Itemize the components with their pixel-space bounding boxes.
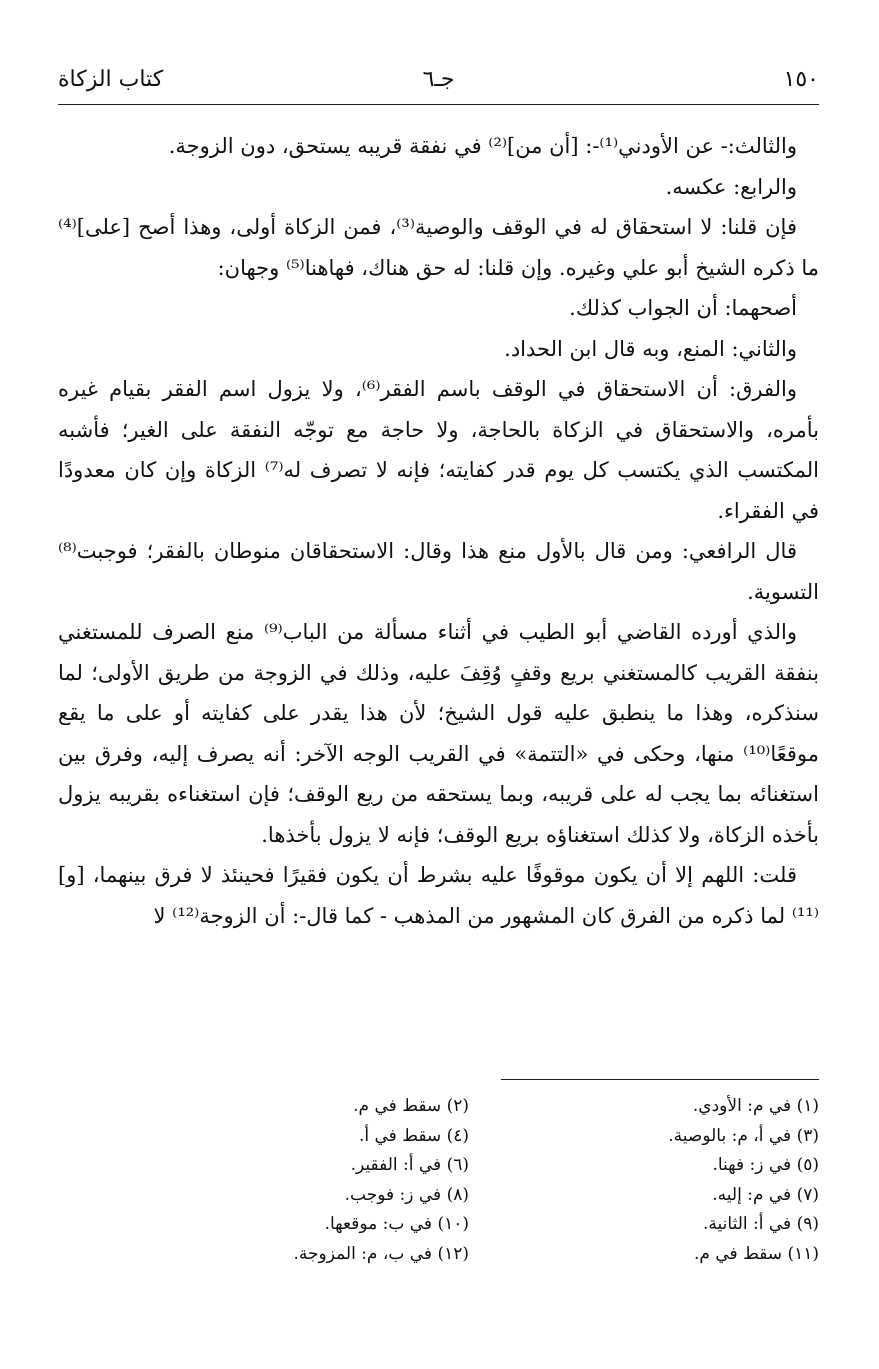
paragraph: والثالث:- عن الأودني⁽¹⁾-: [أن من]⁽²⁾ في نفقة قريبه يستحق، دون الزوجة. bbox=[168, 134, 797, 158]
footnote: (٢) سقط في م. bbox=[353, 1096, 469, 1116]
paragraph: قلت: اللهم إلا أن يكون موقوفًا عليه بشرط أن يكون فقيرًا فحينئذ لا فرق بينهما، [و]⁽¹¹⁾ لما ذكره من الفرق كان المشهور من المذهب - كما قال-: أن الزوجة⁽¹²⁾ لا bbox=[58, 863, 819, 928]
paragraph: قال الرافعي: ومن قال بالأول منع هذا وقال: الاستحقاقان منوطان بالفقر؛ فوجبت⁽⁸⁾ التسوية. bbox=[58, 539, 819, 604]
footnote-divider bbox=[501, 1079, 819, 1080]
paragraph: أصحهما: أن الجواب كذلك. bbox=[569, 296, 797, 320]
footnotes-column-even bbox=[109, 1092, 469, 1269]
volume-label: جـ٦ bbox=[422, 67, 455, 92]
book-title: كتاب الزكاة bbox=[58, 67, 164, 92]
footnote: (٧) في م: إليه. bbox=[712, 1184, 819, 1205]
footnote: (١٢) في ب، م: المزوجة. bbox=[293, 1243, 469, 1264]
paragraph: فإن قلنا: لا استحقاق له في الوقف والوصية⁽³⁾، فمن الزكاة أولى، وهذا أصح [على]⁽⁴⁾ ما ذكره الشيخ أبو علي وغيره. وإن قلنا: له حق هناك، فهاهنا⁽⁵⁾ وجهان: bbox=[58, 215, 819, 280]
paragraph: والثاني: المنع، وبه قال ابن الحداد. bbox=[504, 336, 797, 361]
footnote: (٩) في أ: الثانية. bbox=[703, 1214, 819, 1234]
footnote: (٣) في أ، م: بالوصية. bbox=[668, 1125, 819, 1146]
footnote: (٤) سقط في أ. bbox=[358, 1125, 469, 1146]
page-header bbox=[58, 64, 819, 104]
header-divider bbox=[58, 104, 819, 105]
footnote: (٥) في ز: فهنا. bbox=[712, 1155, 819, 1175]
page-number: ١٥٠ bbox=[783, 67, 819, 92]
footnote: (١٠) في ب: موقعها. bbox=[324, 1214, 469, 1234]
footnote: (٦) في أ: الفقير. bbox=[350, 1155, 469, 1175]
footnote: (١) في م: الأودي. bbox=[692, 1096, 819, 1116]
footnote: (١١) سقط في م. bbox=[694, 1243, 819, 1264]
paragraph: والذي أورده القاضي أبو الطيب في أثناء مسألة من الباب⁽⁹⁾ منع الصرف للمستغني بنفقة القريب كالمستغني بريع وقفٍ وُقِفَ عليه، وذلك في الزوجة من طريق الأولى؛ لما سنذكره، وهذا ما ينطبق عليه قول الشيخ؛ لأن هذا يقدر على كفايته أو على ما يقع موقعًا⁽¹⁰⁾ منها، وحكى في «التتمة» في القريب الوجه الآخر: أنه يصرف إليه، وفرق بين استغنائه بما يجب له على قريبه، وبما يستحقه من ريع الوقف؛ فإن استغناءه بقريبه يزول بأخذه الزكاة، ولا كذلك استغناؤه بريع الوقف؛ فإنه لا يزول بأخذها. bbox=[58, 620, 819, 847]
main-text bbox=[58, 126, 819, 936]
footnote: (٨) في ز: فوجب. bbox=[344, 1184, 469, 1205]
paragraph: والفرق: أن الاستحقاق في الوقف باسم الفقر⁽⁶⁾، ولا يزول اسم الفقر بقيام غيره بأمره، والاستحقاق في الزكاة بالحاجة، ولا حاجة مع توجّه النفقة على الغير؛ فأشبه المكتسب الذي يكتسب كل يوم قدر كفايته؛ فإنه لا تصرف له⁽⁷⁾ الزكاة وإن كان معدودًا في الفقراء. bbox=[58, 377, 819, 523]
footnotes-column-odd bbox=[459, 1092, 819, 1269]
paragraph: والرابع: عكسه. bbox=[665, 174, 797, 199]
